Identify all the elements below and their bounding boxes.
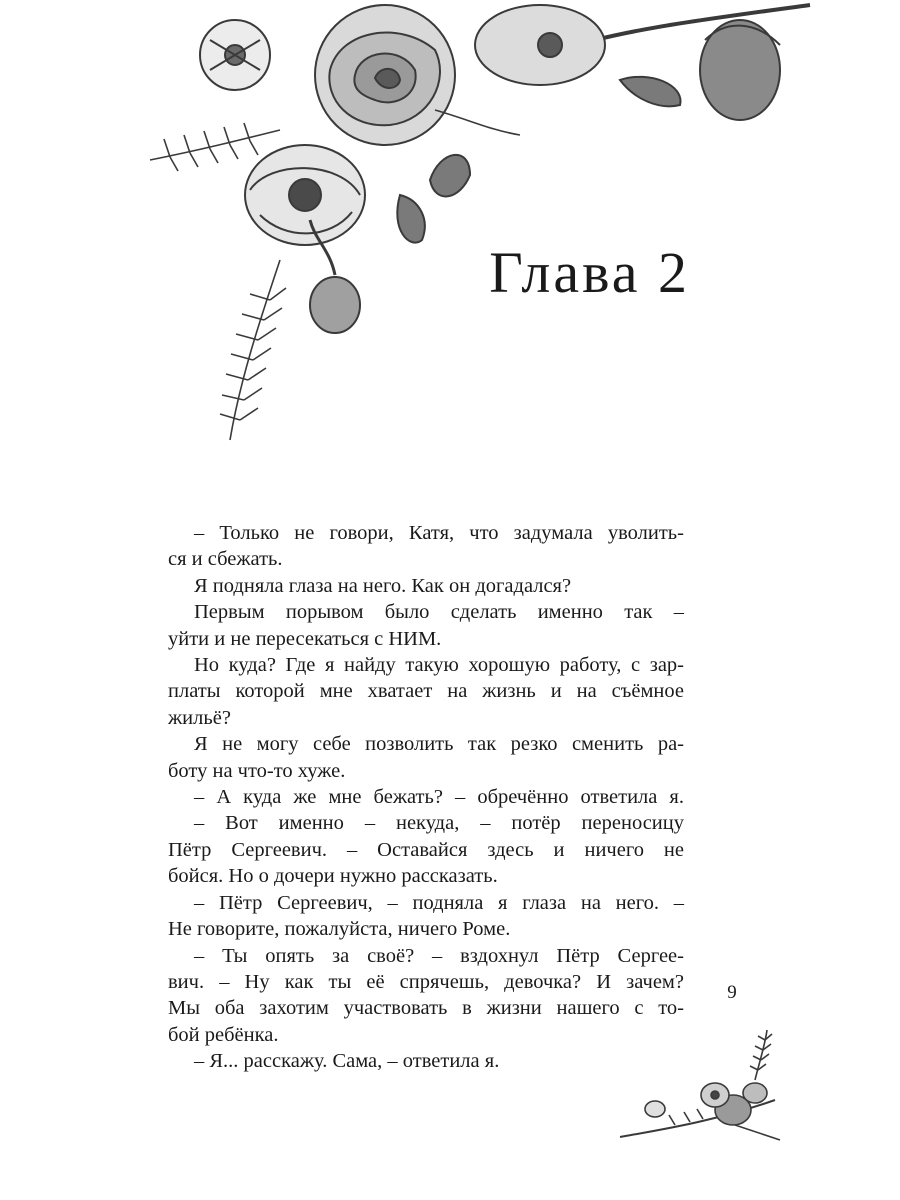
- poppy-flower-icon: [245, 145, 365, 245]
- text-line: Не говорите, пожалуйста, ничего Роме.: [168, 918, 511, 941]
- text-line: – Вот именно – некуда, – потёр переносицу: [194, 812, 684, 835]
- floral-ornament-bottom-icon: [615, 1025, 785, 1150]
- text-line: – Только не говори, Катя, что задумала уволить-: [194, 522, 684, 544]
- text-line: ся и сбежать.: [168, 548, 283, 571]
- text-line: Но куда? Где я найду такую хорошую работу, с зар-: [194, 654, 684, 677]
- floral-ornament-top-icon: [140, 0, 820, 450]
- text-line: бойся. Но о дочери нужно рассказать.: [168, 865, 498, 888]
- open-flower-icon: [475, 5, 605, 85]
- text-line: Пётр Сергеевич. – Оставайся здесь и ничего не: [168, 838, 684, 861]
- small-flower-icon: [200, 20, 270, 90]
- chapter-title: Глава 2: [489, 240, 690, 305]
- text-line: Я подняла глаза на него. Как он догадался?: [194, 574, 572, 597]
- text-line: Первым порывом было сделать именно так –: [194, 601, 684, 624]
- text-line: платы которой мне хватает на жизнь и на съёмное: [168, 680, 684, 703]
- text-line: уйти и не пересекаться с НИМ.: [168, 627, 442, 650]
- rose-icon: [315, 5, 455, 145]
- text-line: боту на что-то хуже.: [168, 759, 346, 782]
- text-line: – А куда же мне бежать? – обречённо ответила я.: [194, 786, 684, 809]
- text-line: бой ребёнка.: [168, 1023, 279, 1046]
- text-line: – Пётр Сергеевич, – подняла я глаза на него. –: [194, 891, 684, 914]
- text-line: Я не могу себе позволить так резко сменить ра-: [194, 733, 684, 756]
- text-line: – Я... расскажу. Сама, – ответила я.: [194, 1050, 500, 1073]
- page-number: 9: [727, 982, 737, 1003]
- text-line: – Ты опять за своё? – вздохнул Пётр Сергее-: [194, 944, 684, 967]
- body-text: [168, 520, 684, 1075]
- text-line: вич. – Ну как ты её спрячешь, девочка? И зачем?: [168, 970, 684, 993]
- text-line: Мы оба захотим участвовать в жизни нашего с то-: [168, 997, 684, 1020]
- text-line: жильё?: [168, 706, 231, 729]
